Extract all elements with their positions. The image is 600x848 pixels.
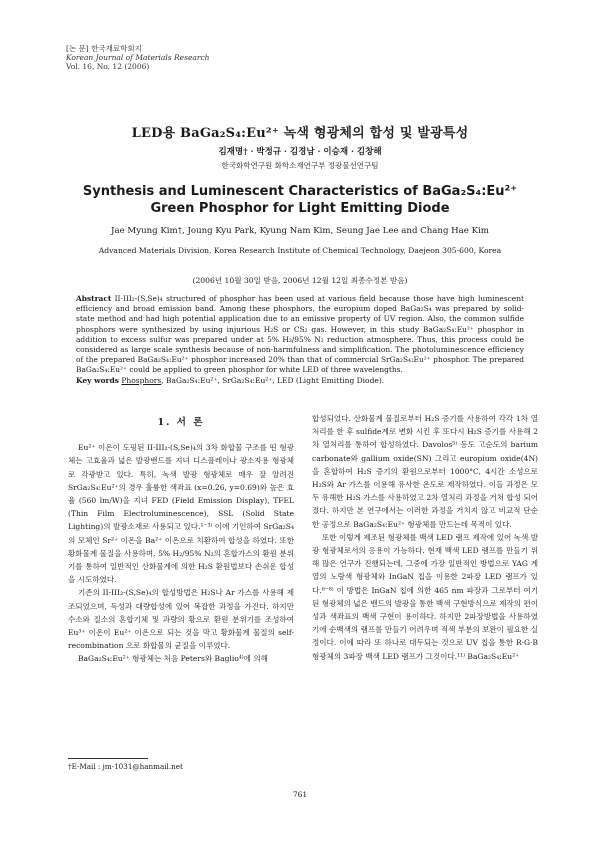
left-paragraph-1: Eu²⁺ 이온이 도핑된 II-III₂-(S,Se)₄의 3차 화합물 구조를 띤 형광체는 고효율과 넓은 발광밴드를 지녀 디스플레이나 광소자용 형광체로 각광받고 있다. 특히, 녹색 발광 형광체로 매우 잘 알려진 SrGa₂S₄:Eu²⁺의 경우 훌륭한 색좌표 (x=0.26, y=0.69)와 높은 효율 (560 lm/W)을 지녀 FED (Field Emission Display), TFEL (Thin Film Electroluminescence), SSL (Solid State Lighting)의 발광소재로 사용되고 있다.¹⁻³⁾ 이에 기인하여 SrGa₂S₄의 모체인 Sr²⁺ 이온을 Ba²⁺ 이온으로 치환하여 합성을 하였다. 또한 황화물계 물질을 사용하며, 5% H₂/95% N₂의 혼합가스의 환원 분위기를 통하여 일반적인 산화물계에 의한 H₂S 환원법보다 손쉬운 합성을 시도하였다. <box>68 443 294 585</box>
footnote-divider <box>68 758 148 759</box>
page-number: 761 <box>292 790 308 799</box>
journal-name-ko: [논 문] 한국재료학회지 <box>66 44 142 53</box>
left-paragraph-3: BaGa₂S₄:Eu²⁺ 형광체는 처음 Peters와 Baglio⁴⁾에 의해 <box>78 654 268 664</box>
abstract-text: II-III₂-(S,Se)₄ structured of phosphor has been used at various field because those have high luminescent efficiency and broad emission band. Among these phosphors, the europium doped BaGa₂S₄ was prepared by solid-state method and had high potential application due to an emissive property of UV region. Also, the common sulfide phosphors were synthesized by using injurious H₂S or CS₂ gas. However, in this study BaGa₂S₄:Eu²⁺ phosphor in addition to excess sulfur was prepared under at 5% H₂/95% N₂ reduction atmosphere. Thus, this process could be considered as large scale synthesis because of non-harmfulness and simplification. The photoluminescence efficiency of the prepared BaGa₂S₄:Eu²⁺ phosphor increased 20% than that of commercial SrGa₂S₄:Eu²⁺ phosphor. The prepared BaGa₂S₄:Eu²⁺ could be applied to green phosphor for white LED of three wavelengths. <box>76 294 524 375</box>
title-korean: LED용 BaGa₂S₄:Eu²⁺ 녹색 형광체의 합성 및 발광특성 <box>131 126 469 141</box>
section-heading: 1. 서 론 <box>157 417 205 428</box>
journal-name-en: Korean Journal of Materials Research <box>66 53 210 62</box>
left-paragraph-2: 기존의 II-III₂-(S,Se)₄의 합성방법은 H₂S나 Ar 가스를 사용해 제조되었으며, 독성과 대량합성에 있어 복잡한 과정을 가진다. 하지만 수소와 질소의 혼합기체 및 과량의 황으로 환원 분위기를 조성하여 Eu³⁺ 이온이 Eu²⁺ 이온으로 되는 것을 막고 황화물계 물질의 self-recombination 으로 화합물의 균질을 이루었다. <box>68 588 294 651</box>
abstract <box>76 294 524 376</box>
right-paragraph-1: 합성되었다. 산화물계 물질로부터 H₂S 증기를 사용하여 각각 1차 열처리를 한 후 sulfide계로 변화 시킨 후 또다시 H₂S 증기를 사용해 2차 열처리를 통하여 합성하였다. Davolos⁵⁾ 등도 고순도의 barium carbonate와 gallium oxide(SN) 그리고 europium oxide(4N)을 혼합하여 H₂S 증기의 환원으로부터 1000°C, 4시간 소성으로 H₂S와 Ar 가스를 이용해 유사한 온도로 제작하였다. 이들 과정은 모두 유해한 H₂S 가스를 사용하였고 2차 열처리 과정을 거쳐 합성 되어졌다. 하지만 본 연구에서는 이러한 과정을 거치지 않고 비교적 단순한 공정으로 BaGa₂S₄:Eu²⁺ 형광체를 만드는데 목적이 있다. <box>312 414 538 529</box>
keyword-phosphors: Phosphors <box>121 376 162 385</box>
footnote-email: †E-Mail : jm-1031@hanmail.net <box>68 762 183 771</box>
affiliation-english: Advanced Materials Division, Korea Research Institute of Chemical Technology, Daejeon 305-600, Korea <box>98 246 502 255</box>
received-dates: (2006년 10월 30일 받음, 2006년 12월 12일 최종수정본 받음) <box>192 276 408 285</box>
abstract-label: Abstract <box>76 294 112 303</box>
title-english-line2: Green Phosphor for Light Emitting Diode <box>150 201 450 216</box>
authors-english: Jae Myung Kim†, Joung Kyu Park, Kyung Nam Kim, Seung Jae Lee and Chang Hae Kim <box>111 226 489 236</box>
title-english <box>0 183 600 217</box>
title-english-line1: Synthesis and Luminescent Characteristics of BaGa₂S₄:Eu²⁺ <box>82 184 518 199</box>
keywords <box>76 376 524 385</box>
keywords-list: , BaGa₂S₄:Eu²⁺, SrGa₂S₄:Eu²⁺, LED (Light Emitting Diode). <box>161 376 385 385</box>
keywords-label: Key words <box>76 376 119 385</box>
journal-volume: Vol. 16, No. 12 (2006) <box>66 62 150 71</box>
right-paragraph-2: 또한 이렇게 제조된 형광체를 백색 LED 램프 제작에 있어 녹색 발광 형광체로서의 응용이 가능하다. 현재 백색 LED 램프를 만들기 위해 많은 연구가 진행되는데, 그중에 가장 일반적인 방법으로 YAG 계열의 노랑색 형광체와 InGaN 칩을 이용한 2파장 LED 램프가 있다.⁶⁻⁸⁾ 이 방법은 InGaN 칩에 의한 465 nm 파장과 그로부터 여기된 형광체의 넓은 밴드의 발광을 통한 백색 구현방식으로 제작의 편이성과 색좌표의 백색 구현이 용이하다. 하지만 2파장방법을 사용하였기에 순백색의 램프를 만들기 어려우며 적색 부분의 보완이 필요한 실정이다. 이에 따라 또 하나로 대두되는 것으로 UV 칩을 통한 R·G·B 형광체의 3파장 백색 LED 램프가 그것이다.¹¹⁾ BaGa₂S₄:Eu²⁺ <box>312 532 538 661</box>
journal-header <box>66 44 209 71</box>
authors-korean: 김재명† · 박정규 · 김경남 · 이승재 · 김창해 <box>218 147 382 157</box>
right-column <box>312 412 538 663</box>
left-column <box>68 400 294 666</box>
affiliation-korean: 한국화학연구원 화학소재연구부 정광물선연구팀 <box>221 161 379 170</box>
